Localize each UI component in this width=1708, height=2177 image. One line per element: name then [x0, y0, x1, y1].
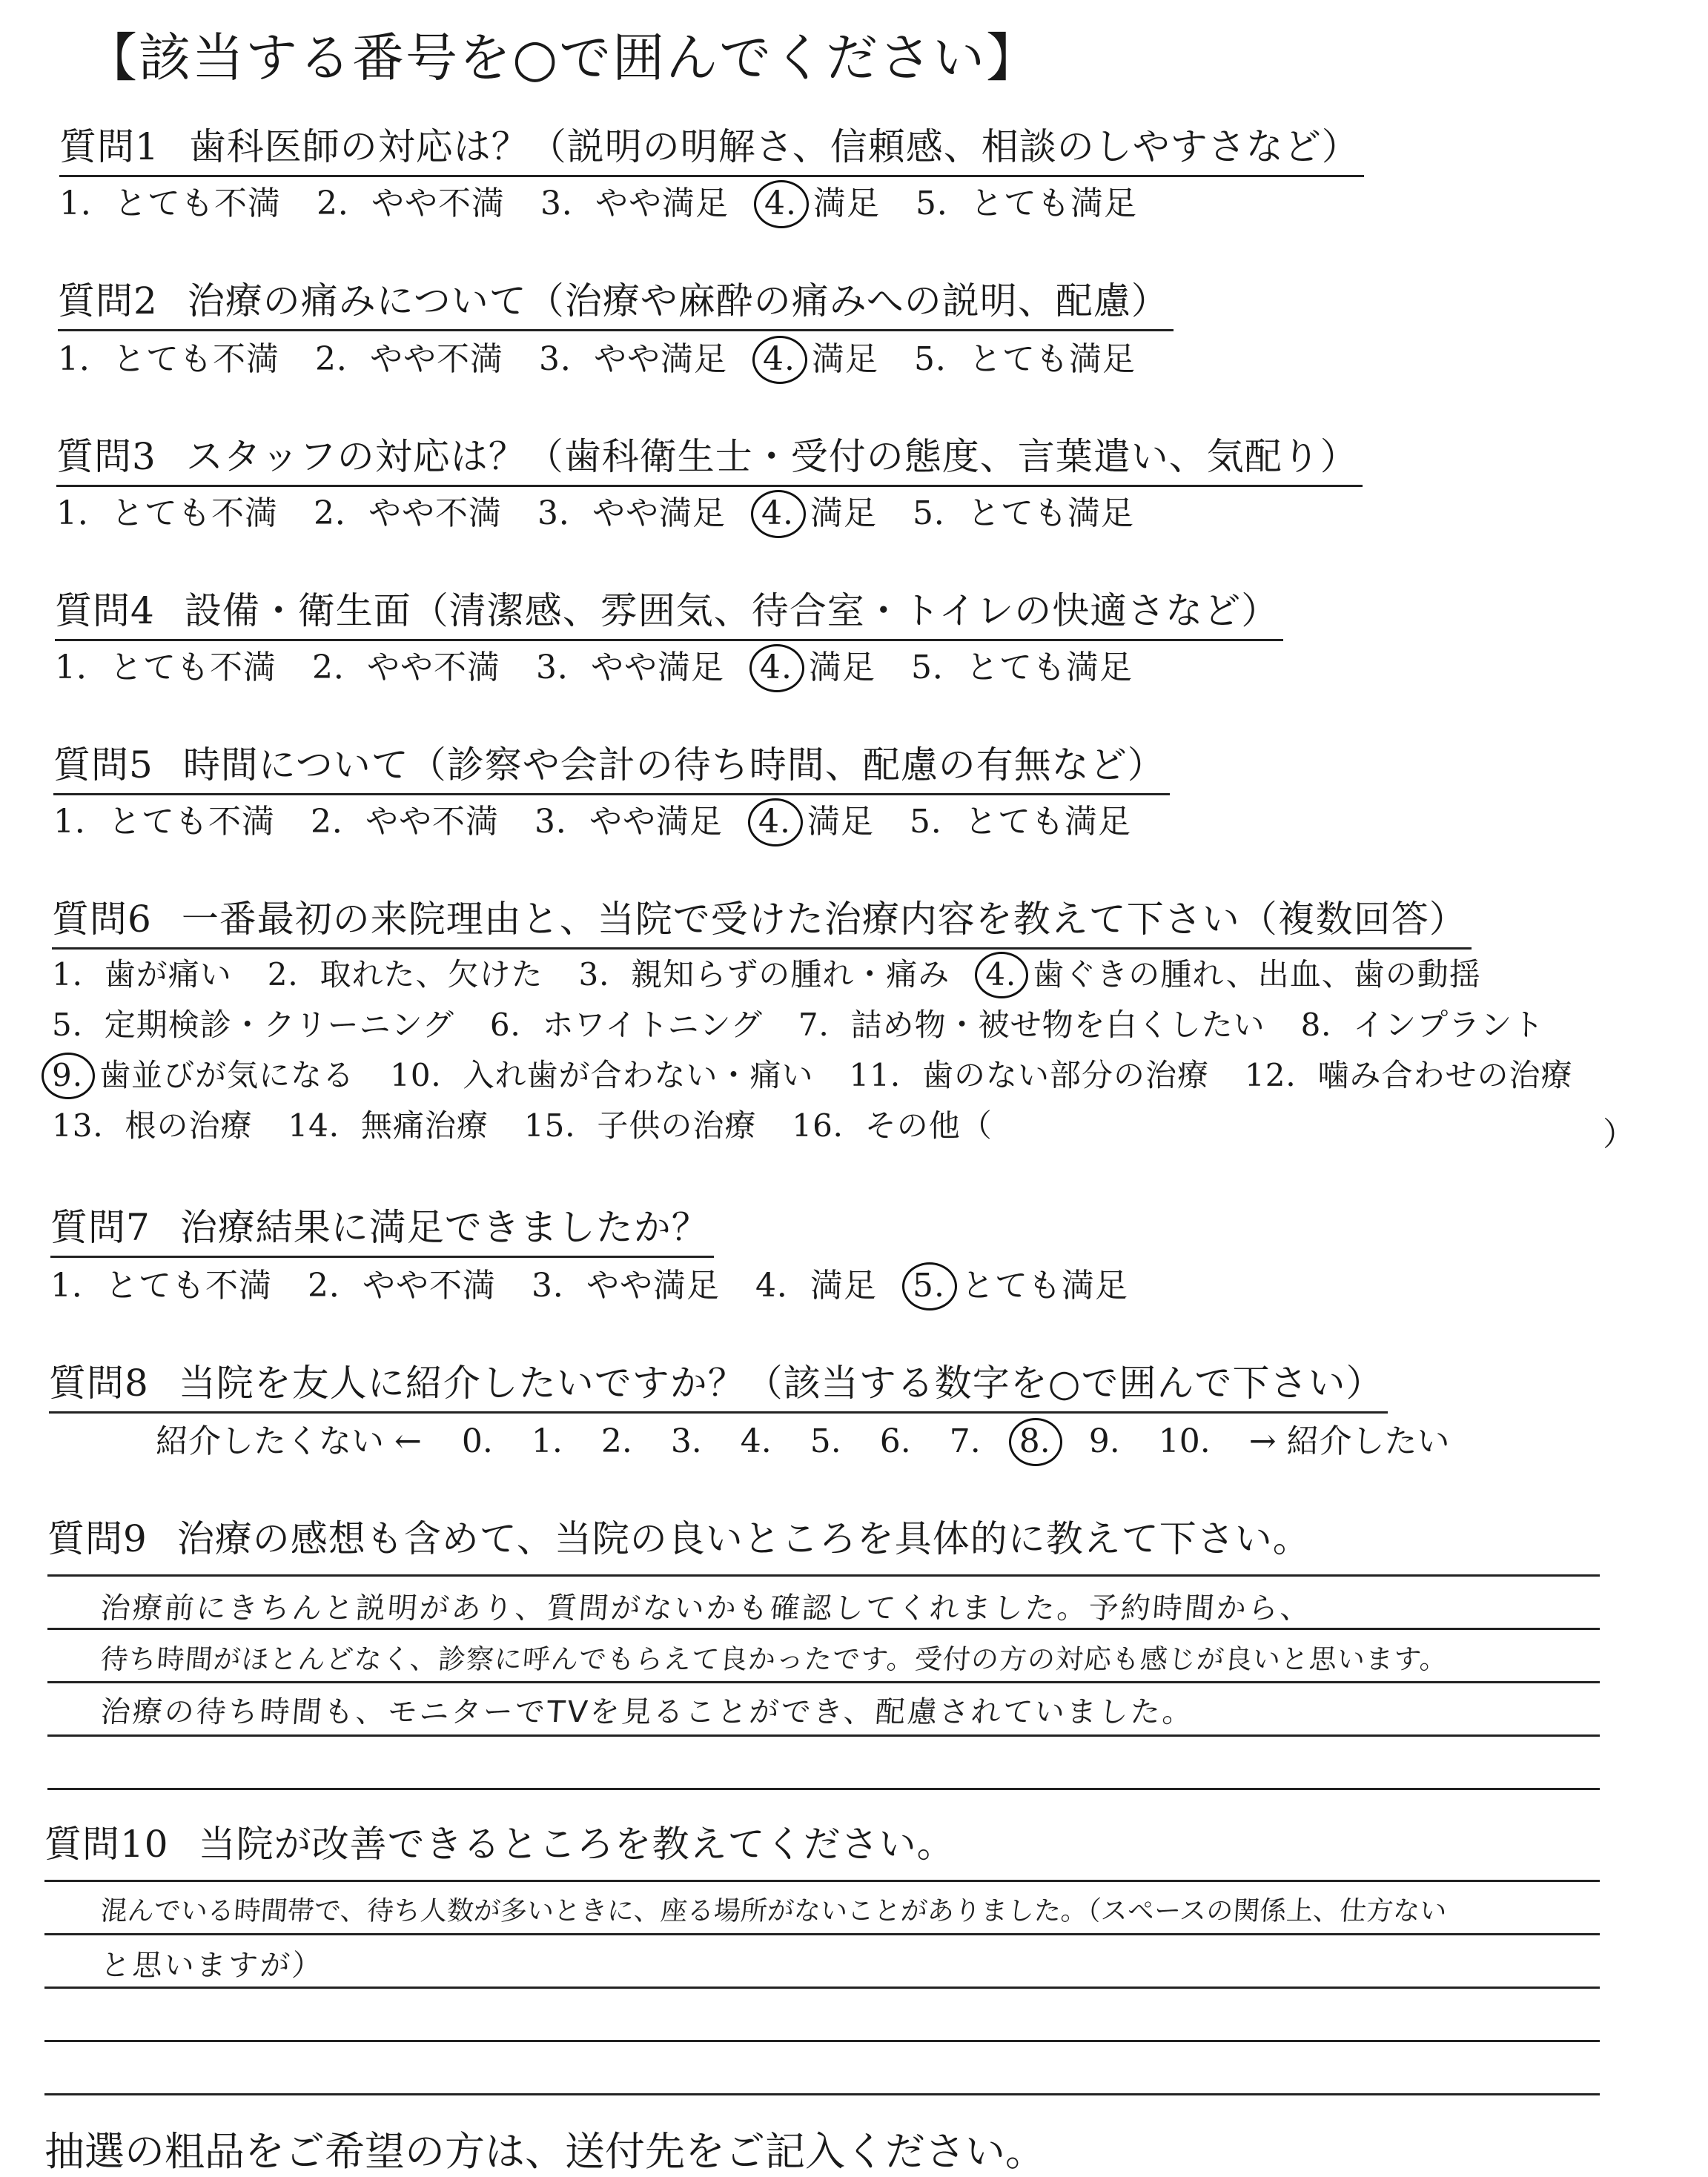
question-text: 設備・衛生面（清潔感、雰囲気、待合室・トイレの快適さなど）	[184, 589, 1280, 632]
option-1[interactable]: 1．とても不満	[55, 649, 277, 686]
scale-5[interactable]: 5.	[810, 1422, 841, 1460]
answer-line	[47, 1574, 1600, 1577]
question-6-row-4	[52, 1101, 1028, 1146]
option-8[interactable]: 8．インプラント	[1300, 1007, 1545, 1043]
question-6-row-1	[52, 950, 1517, 995]
option-4-label: 満足	[812, 185, 880, 222]
recommend-scale	[156, 1414, 1450, 1462]
question-10-title	[44, 1815, 959, 1872]
option-9-circled[interactable]: 9.	[52, 1057, 84, 1093]
option-11[interactable]: 11．歯のない部分の治療	[849, 1057, 1209, 1093]
question-4-title	[55, 581, 1283, 641]
question-1-title	[59, 117, 1364, 177]
option-5-circled[interactable]: 5.	[913, 1267, 945, 1305]
option-4-label: 歯ぐきの腫れ、出血、歯の動揺	[1033, 956, 1481, 993]
option-14[interactable]: 14．無痛治療	[288, 1107, 489, 1144]
option-1[interactable]: 1．とても不満	[59, 185, 281, 222]
other-close-paren: ）	[1603, 1116, 1635, 1153]
answer-line	[44, 2040, 1600, 2042]
scale-left-label: 紹介したくない ←	[156, 1422, 422, 1460]
option-2[interactable]: 2．取れた、欠けた	[267, 956, 543, 993]
option-5-label: とても満足	[961, 1267, 1128, 1305]
question-text: 歯科医師の対応は？（説明の明解さ、信頼感、相談のしやすさなど）	[188, 125, 1360, 168]
page-title: 【該当する番号を○で囲んでください】	[85, 27, 1040, 88]
question-7-options	[50, 1259, 1164, 1306]
option-13[interactable]: 13．根の治療	[52, 1107, 253, 1144]
option-2[interactable]: 2．やや不満	[315, 340, 503, 378]
option-4[interactable]: 4．満足	[755, 1267, 877, 1305]
option-3[interactable]: 3．親知らずの腫れ・痛み	[578, 956, 950, 993]
option-2[interactable]: 2．やや不満	[312, 649, 500, 686]
option-2[interactable]: 2．やや不満	[308, 1267, 496, 1305]
scale-4[interactable]: 4.	[740, 1422, 772, 1460]
handwritten-answer-line-1: 混んでいる時間帯で、待ち人数が多いときに、座る場所がないことがありました。（スペースの関係上、仕方ない	[99, 1896, 1448, 1926]
handwritten-answer-line-2: と思いますが）	[99, 1949, 325, 1983]
option-4-label: 満足	[810, 494, 877, 532]
handwritten-answer-line-1: 治療前にきちんと説明があり、質問がないかも確認してくれました。予約時間から、	[99, 1591, 1314, 1626]
option-1[interactable]: 1．とても不満	[53, 803, 275, 841]
scale-1[interactable]: 1.	[531, 1422, 563, 1460]
option-3[interactable]: 3．やや満足	[539, 340, 727, 378]
question-2-options	[58, 332, 1171, 380]
option-12[interactable]: 12．噛み合わせの治療	[1245, 1057, 1573, 1093]
scale-10[interactable]: 10.	[1158, 1422, 1211, 1460]
question-text: 治療結果に満足できましたか？	[179, 1206, 709, 1249]
option-5[interactable]: 5．とても満足	[912, 494, 1134, 532]
option-7[interactable]: 7．詰め物・被せ物を白くしたい	[798, 1007, 1265, 1043]
option-9-label: 歯並びが気になる	[99, 1057, 355, 1093]
option-3[interactable]: 3．やや満足	[540, 185, 729, 222]
scale-3[interactable]: 3.	[670, 1422, 702, 1460]
scale-right-label: → 紹介したい	[1248, 1422, 1450, 1460]
option-10[interactable]: 10．入れ歯が合わない・痛い	[390, 1057, 814, 1093]
scale-0[interactable]: 0.	[461, 1422, 493, 1460]
question-number: 質問4	[55, 589, 155, 632]
question-1-options	[59, 176, 1173, 224]
question-7-title	[50, 1198, 714, 1258]
scale-7[interactable]: 7.	[949, 1422, 981, 1460]
option-15[interactable]: 15．子供の治療	[523, 1107, 757, 1144]
question-6-title	[52, 889, 1472, 950]
question-number: 質問9	[47, 1517, 148, 1560]
question-text: 治療の感想も含めて、当院の良いところを具体的に教えて下さい。	[176, 1517, 1311, 1560]
option-4-circled[interactable]: 4.	[763, 340, 795, 378]
question-number: 質問5	[53, 743, 153, 786]
option-4-label: 満足	[807, 803, 874, 841]
option-5[interactable]: 5．とても満足	[909, 803, 1131, 841]
question-5-title	[53, 735, 1170, 795]
lottery-address-prompt: 抽選の粗品をご希望の方は、送付先をご記入ください。	[44, 2128, 1045, 2175]
question-4-options	[55, 640, 1168, 688]
scale-6[interactable]: 6.	[879, 1422, 911, 1460]
option-1[interactable]: 1．とても不満	[58, 340, 279, 378]
scale-2[interactable]: 2.	[600, 1422, 632, 1460]
question-number: 質問10	[44, 1823, 169, 1866]
answer-line	[44, 2093, 1600, 2095]
question-2-title	[58, 271, 1174, 331]
option-3[interactable]: 3．やや満足	[534, 803, 723, 841]
option-2[interactable]: 2．やや不満	[314, 494, 502, 532]
answer-line	[47, 1681, 1600, 1683]
question-3-title	[56, 427, 1363, 487]
question-number: 質問1	[59, 125, 159, 168]
scale-8-circled[interactable]: 8.	[1019, 1422, 1050, 1460]
scale-9[interactable]: 9.	[1088, 1422, 1120, 1460]
option-5[interactable]: 5．定期検診・クリーニング	[52, 1007, 454, 1043]
question-text: 時間について（診察や会計の待ち時間、配慮の有無など）	[182, 743, 1165, 786]
question-number: 質問2	[58, 279, 158, 322]
option-5[interactable]: 5．とても満足	[913, 340, 1136, 378]
option-6[interactable]: 6．ホワイトニング	[489, 1007, 763, 1043]
question-text: スタッフの対応は？（歯科衛生士・受付の態度、言葉遣い、気配り）	[185, 435, 1358, 478]
question-number: 質問3	[56, 435, 156, 478]
option-4-circled[interactable]: 4.	[760, 649, 792, 686]
question-6-row-2	[52, 1001, 1580, 1045]
question-text: 当院を友人に紹介したいですか？（該当する数字を○で囲んで下さい）	[178, 1362, 1384, 1405]
question-text: 治療の痛みについて（治療や麻酔の痛みへの説明、配慮）	[187, 279, 1169, 322]
answer-line	[44, 1880, 1600, 1882]
option-5[interactable]: 5．とても満足	[915, 185, 1137, 222]
question-text: 当院が改善できるところを教えてください。	[198, 1823, 955, 1866]
option-4-circled[interactable]: 4.	[758, 803, 791, 841]
option-2[interactable]: 2．やや不満	[317, 185, 505, 222]
option-5[interactable]: 5．とても満足	[910, 649, 1133, 686]
question-text: 一番最初の来院理由と、当院で受けた治療内容を教えて下さい（複数回答）	[181, 898, 1467, 941]
option-1[interactable]: 1．とても不満	[56, 494, 278, 532]
option-3[interactable]: 3．やや満足	[532, 1267, 720, 1305]
option-4-label: 満足	[811, 340, 878, 378]
answer-line	[47, 1628, 1600, 1630]
option-2[interactable]: 2．やや不満	[311, 803, 499, 841]
answer-line	[47, 1734, 1600, 1737]
option-1[interactable]: 1．歯が痛い	[52, 956, 232, 993]
option-4-circled[interactable]: 4.	[985, 956, 1017, 993]
question-number: 質問6	[52, 898, 152, 941]
option-3[interactable]: 3．やや満足	[536, 649, 724, 686]
question-number: 質問8	[49, 1362, 149, 1405]
question-9-title	[47, 1509, 1315, 1567]
answer-line	[44, 1933, 1600, 1935]
handwritten-answer-line-2: 待ち時間がほとんどなく、診察に呼んでもらえて良かったです。受付の方の対応も感じが良いと思います。	[99, 1643, 1449, 1675]
option-3[interactable]: 3．やや満足	[537, 494, 726, 532]
question-5-options	[53, 795, 1167, 842]
question-6-row-3	[52, 1051, 1608, 1096]
option-4-label: 満足	[808, 649, 875, 686]
option-1[interactable]: 1．とても不満	[50, 1267, 272, 1305]
question-number: 質問7	[50, 1206, 150, 1249]
handwritten-answer-line-3: 治療の待ち時間も、モニターでTVを見ることができ、配慮されていました。	[99, 1695, 1196, 1729]
answer-line	[47, 1788, 1600, 1790]
question-8-title	[49, 1353, 1388, 1414]
question-3-options	[56, 486, 1170, 534]
option-4-circled[interactable]: 4.	[764, 185, 797, 222]
option-4-circled[interactable]: 4.	[761, 494, 794, 532]
option-16-other[interactable]: 16．その他（	[792, 1107, 993, 1144]
answer-line	[44, 1987, 1600, 1989]
